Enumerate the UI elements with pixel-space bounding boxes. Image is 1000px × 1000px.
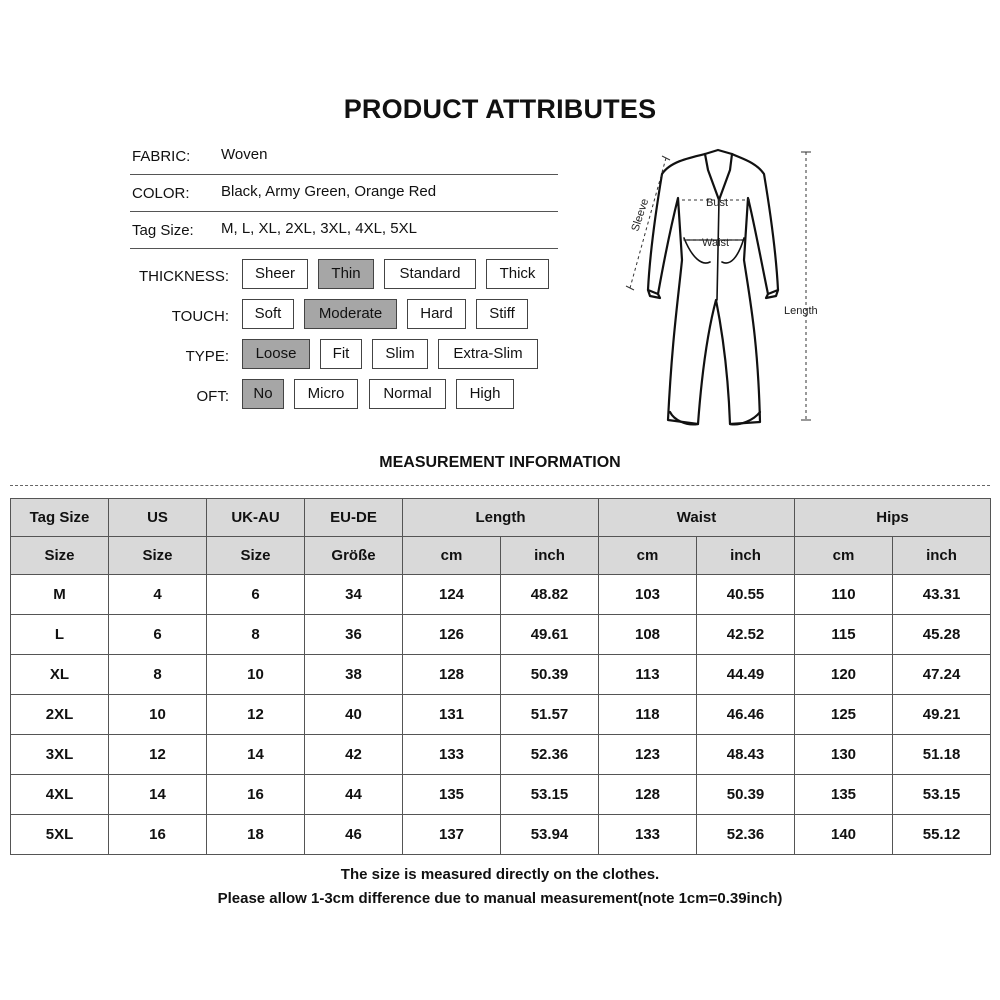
table-cell: 133 bbox=[599, 815, 697, 855]
option-standard: Standard bbox=[384, 259, 476, 289]
note-difference: Please allow 1-3cm difference due to manual measurement(note 1cm=0.39inch) bbox=[217, 890, 783, 907]
length-label: Length bbox=[784, 305, 818, 317]
table-cell: 52.36 bbox=[697, 815, 795, 855]
table-cell: 42 bbox=[305, 735, 403, 775]
table-cell: 124 bbox=[403, 575, 501, 615]
subheader-cell: inch bbox=[893, 537, 991, 575]
table-cell: 103 bbox=[599, 575, 697, 615]
page-title: PRODUCT ATTRIBUTES bbox=[343, 94, 657, 124]
table-cell: 113 bbox=[599, 655, 697, 695]
subheader-cell: inch bbox=[501, 537, 599, 575]
table-cell: 130 bbox=[795, 735, 893, 775]
table-cell: 120 bbox=[795, 655, 893, 695]
option-no: No bbox=[242, 379, 284, 409]
table-cell: 40 bbox=[305, 695, 403, 735]
table-cell: 8 bbox=[109, 655, 207, 695]
table-cell: 44 bbox=[305, 775, 403, 815]
table-header-row bbox=[11, 499, 991, 537]
table-cell: 49.21 bbox=[893, 695, 991, 735]
oft-label: OFT: bbox=[196, 388, 229, 405]
table-cell: 45.28 bbox=[893, 615, 991, 655]
table-row bbox=[11, 735, 991, 775]
header-cell: US bbox=[109, 499, 207, 537]
option-thick: Thick bbox=[486, 259, 549, 289]
table-cell: 43.31 bbox=[893, 575, 991, 615]
touch-label: TOUCH: bbox=[171, 308, 229, 325]
table-cell: 4XL bbox=[11, 775, 109, 815]
waist-label: Waist bbox=[702, 237, 730, 249]
attr-fabric bbox=[130, 138, 558, 175]
table-cell: 51.57 bbox=[501, 695, 599, 735]
header-cell: EU-DE bbox=[305, 499, 403, 537]
table-cell: 38 bbox=[305, 655, 403, 695]
table-cell: 123 bbox=[599, 735, 697, 775]
subheader-cell: cm bbox=[403, 537, 501, 575]
table-cell: 14 bbox=[207, 735, 305, 775]
option-sheer: Sheer bbox=[242, 259, 308, 289]
table-cell: XL bbox=[11, 655, 109, 695]
table-cell: 50.39 bbox=[697, 775, 795, 815]
option-moderate: Moderate bbox=[304, 299, 397, 329]
table-cell: 16 bbox=[109, 815, 207, 855]
table-cell: 12 bbox=[109, 735, 207, 775]
option-hard: Hard bbox=[407, 299, 466, 329]
table-cell: 10 bbox=[207, 655, 305, 695]
option-high: High bbox=[456, 379, 514, 409]
jumpsuit-outline bbox=[610, 140, 840, 435]
attr-fabric-key: FABRIC: bbox=[132, 148, 191, 165]
attr-tag-size-value: M, L, XL, 2XL, 3XL, 4XL, 5XL bbox=[221, 220, 417, 237]
option-soft: Soft bbox=[242, 299, 294, 329]
table-cell: 137 bbox=[403, 815, 501, 855]
table-cell: 52.36 bbox=[501, 735, 599, 775]
table-cell: 36 bbox=[305, 615, 403, 655]
table-cell: 128 bbox=[403, 655, 501, 695]
table-cell: 140 bbox=[795, 815, 893, 855]
table-subheader-row bbox=[11, 537, 991, 575]
table-cell: 53.15 bbox=[893, 775, 991, 815]
table-cell: 6 bbox=[207, 575, 305, 615]
size-table bbox=[10, 498, 991, 855]
table-row bbox=[11, 575, 991, 615]
table-row bbox=[11, 615, 991, 655]
table-cell: 34 bbox=[305, 575, 403, 615]
table-cell: 10 bbox=[109, 695, 207, 735]
table-cell: 126 bbox=[403, 615, 501, 655]
table-cell: 131 bbox=[403, 695, 501, 735]
table-cell: 135 bbox=[403, 775, 501, 815]
table-cell: 40.55 bbox=[697, 575, 795, 615]
table-cell: M bbox=[11, 575, 109, 615]
table-cell: 4 bbox=[109, 575, 207, 615]
table-cell: 12 bbox=[207, 695, 305, 735]
header-cell: Waist bbox=[599, 499, 795, 537]
header-cell: Length bbox=[403, 499, 599, 537]
thickness-label: THICKNESS: bbox=[138, 268, 229, 285]
attr-color-key: COLOR: bbox=[132, 185, 190, 202]
attr-fabric-value: Woven bbox=[221, 146, 268, 163]
option-slim: Slim bbox=[372, 339, 428, 369]
attr-color bbox=[130, 175, 558, 212]
option-fit: Fit bbox=[320, 339, 362, 369]
dashed-divider bbox=[10, 485, 990, 486]
table-cell: L bbox=[11, 615, 109, 655]
bust-label: Bust bbox=[706, 197, 729, 209]
table-cell: 48.82 bbox=[501, 575, 599, 615]
table-cell: 3XL bbox=[11, 735, 109, 775]
attr-tag-size bbox=[130, 212, 558, 249]
table-cell: 49.61 bbox=[501, 615, 599, 655]
table-cell: 5XL bbox=[11, 815, 109, 855]
option-thin: Thin bbox=[318, 259, 374, 289]
attr-color-value: Black, Army Green, Orange Red bbox=[221, 183, 437, 200]
table-cell: 118 bbox=[599, 695, 697, 735]
note-measured: The size is measured directly on the clothes. bbox=[340, 866, 660, 883]
table-row bbox=[11, 695, 991, 735]
table-cell: 133 bbox=[403, 735, 501, 775]
table-cell: 16 bbox=[207, 775, 305, 815]
subheader-cell: cm bbox=[599, 537, 697, 575]
subheader-cell: cm bbox=[795, 537, 893, 575]
table-cell: 128 bbox=[599, 775, 697, 815]
table-row bbox=[11, 815, 991, 855]
table-cell: 110 bbox=[795, 575, 893, 615]
table-cell: 44.49 bbox=[697, 655, 795, 695]
table-cell: 51.18 bbox=[893, 735, 991, 775]
table-row bbox=[11, 775, 991, 815]
table-cell: 46.46 bbox=[697, 695, 795, 735]
subheader-cell: Größe bbox=[305, 537, 403, 575]
attr-tag-size-key: Tag Size: bbox=[132, 222, 194, 239]
subheader-cell: Size bbox=[207, 537, 305, 575]
table-cell: 48.43 bbox=[697, 735, 795, 775]
option-normal: Normal bbox=[369, 379, 446, 409]
subheader-cell: inch bbox=[697, 537, 795, 575]
option-micro: Micro bbox=[294, 379, 358, 409]
table-cell: 50.39 bbox=[501, 655, 599, 695]
table-cell: 53.15 bbox=[501, 775, 599, 815]
header-cell: Hips bbox=[795, 499, 991, 537]
option-extra-slim: Extra-Slim bbox=[438, 339, 538, 369]
table-cell: 47.24 bbox=[893, 655, 991, 695]
table-cell: 108 bbox=[599, 615, 697, 655]
table-cell: 2XL bbox=[11, 695, 109, 735]
table-cell: 6 bbox=[109, 615, 207, 655]
table-row bbox=[11, 655, 991, 695]
table-cell: 55.12 bbox=[893, 815, 991, 855]
table-cell: 46 bbox=[305, 815, 403, 855]
type-label: TYPE: bbox=[185, 348, 229, 365]
subheader-cell: Size bbox=[11, 537, 109, 575]
table-cell: 14 bbox=[109, 775, 207, 815]
table-cell: 18 bbox=[207, 815, 305, 855]
table-cell: 135 bbox=[795, 775, 893, 815]
table-cell: 42.52 bbox=[697, 615, 795, 655]
jumpsuit-diagram bbox=[610, 140, 840, 435]
table-cell: 125 bbox=[795, 695, 893, 735]
subheader-cell: Size bbox=[109, 537, 207, 575]
table-cell: 53.94 bbox=[501, 815, 599, 855]
header-cell: Tag Size bbox=[11, 499, 109, 537]
table-cell: 115 bbox=[795, 615, 893, 655]
option-loose: Loose bbox=[242, 339, 310, 369]
measurement-title: MEASUREMENT INFORMATION bbox=[379, 454, 621, 471]
header-cell: UK-AU bbox=[207, 499, 305, 537]
option-stiff: Stiff bbox=[476, 299, 528, 329]
table-cell: 8 bbox=[207, 615, 305, 655]
sleeve-label: Sleeve bbox=[629, 197, 652, 233]
